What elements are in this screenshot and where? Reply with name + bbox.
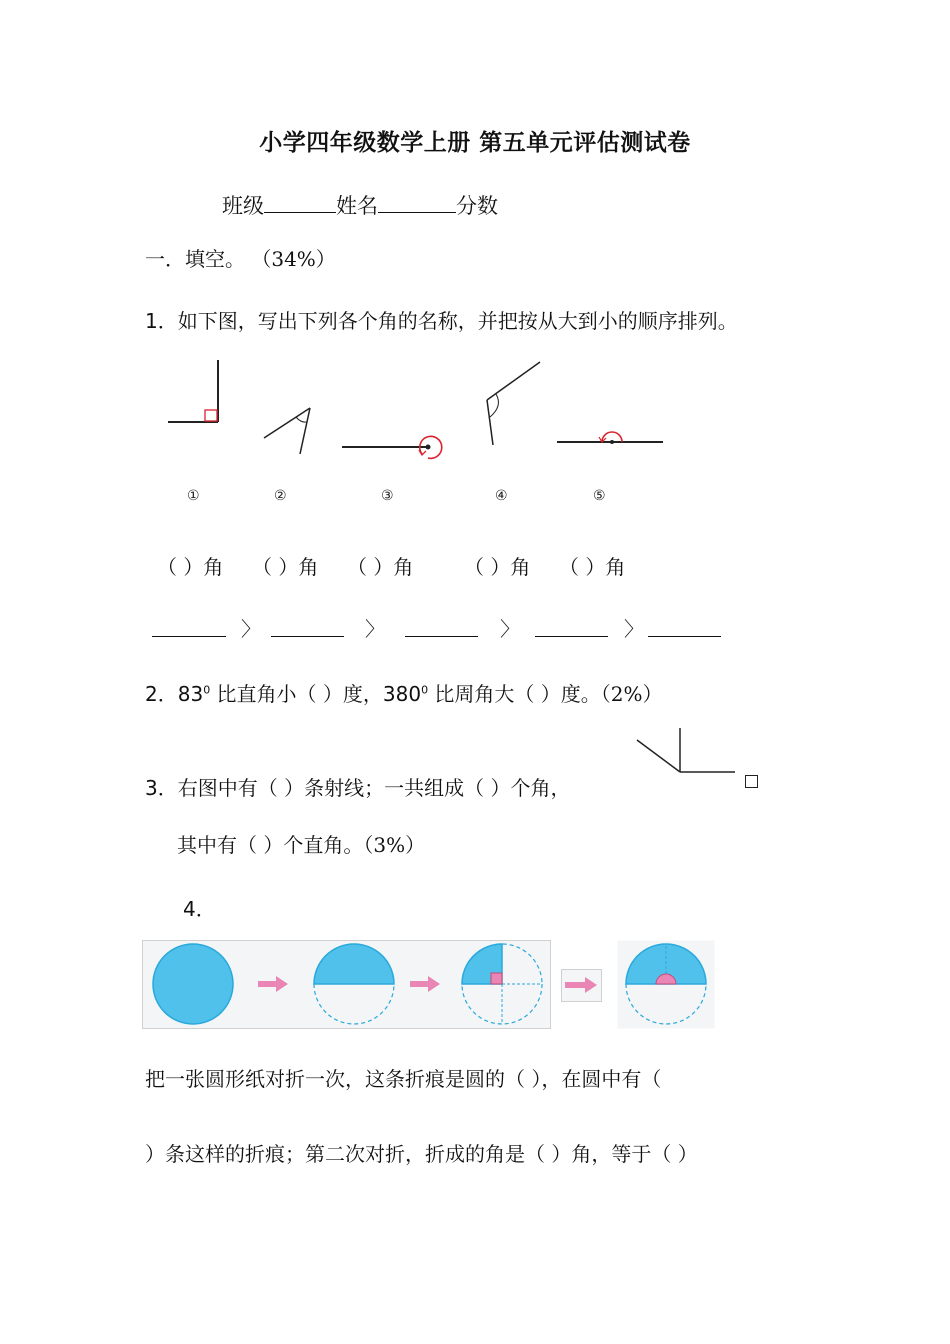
section-heading — [145, 243, 336, 272]
question-3-line-2 — [177, 829, 425, 858]
class-blank — [264, 192, 336, 213]
order-symbol: 〉 — [241, 617, 261, 641]
name-label: 姓名 — [336, 194, 378, 218]
order-symbol: 〉 — [624, 617, 644, 641]
angle-answer-3: （ ）角 — [347, 555, 414, 579]
angle-figure-3 — [342, 436, 442, 458]
q2-degree-sup: 0 — [421, 683, 429, 697]
angle-answer-1: （ ）角 — [157, 555, 224, 579]
order-blank-1 — [152, 636, 226, 637]
class-label: 班级 — [222, 194, 264, 218]
circle-folding-figure — [142, 940, 742, 1032]
angle-answer-2: （ ）角 — [252, 555, 319, 579]
q2-middle: 比直角小（ ）度，380 — [210, 682, 422, 706]
q3-line2-text: 其中有（ ）个直角。 — [177, 833, 364, 857]
q2-percent: （2%） — [600, 682, 663, 706]
student-info-line — [222, 190, 498, 220]
order-blank-4 — [535, 636, 608, 637]
angle-figure-2 — [264, 408, 310, 454]
angle-figure-4 — [487, 362, 540, 445]
order-blank-3 — [405, 636, 478, 637]
angle-answer-4: （ ）角 — [464, 555, 531, 579]
angle-number-1: ① — [187, 488, 200, 504]
question-4-line-2: ）条这样的折痕；第二次对折，折成的角是（ ）角，等于（ ） — [145, 1142, 698, 1166]
section-percent: （34%） — [251, 247, 336, 271]
angle-number-5: ⑤ — [593, 488, 606, 504]
question-1-text: 1．如下图，写出下列各个角的名称，并把按从大到小的顺序排列。 — [145, 309, 738, 333]
angle-answer-5: （ ）角 — [559, 555, 626, 579]
question-3-line-1: 3．右图中有（ ）条射线；一共组成（ ）个角， — [145, 776, 571, 800]
angle-number-4: ④ — [495, 488, 508, 504]
angle-figure-1 — [168, 360, 218, 422]
q2-suffix: 比周角大（ ）度。 — [428, 682, 601, 706]
order-symbol: 〉 — [365, 617, 385, 641]
angle-figure-5 — [557, 432, 663, 444]
question-2-text — [145, 678, 663, 707]
name-blank — [378, 192, 456, 213]
full-circle — [153, 944, 233, 1024]
section-title: 一．填空。 — [145, 247, 245, 271]
order-symbol: 〉 — [500, 617, 520, 641]
question-4-line-1: 把一张圆形纸对折一次，这条折痕是圆的（ ），在圆中有（ — [145, 1067, 662, 1091]
page-title: 小学四年级数学上册 第五单元评估测试卷 — [259, 130, 691, 156]
q2-degree-sup: 0 — [203, 683, 211, 697]
quarter-circle — [462, 944, 542, 1024]
q3-percent: （3%） — [363, 833, 426, 857]
score-label: 分数 — [456, 194, 498, 218]
angle-figures — [0, 350, 950, 470]
q2-prefix: 2．83 — [145, 682, 204, 706]
angle-number-2: ② — [274, 488, 287, 504]
answer-box — [745, 773, 758, 792]
angle-number-3: ③ — [381, 488, 394, 504]
order-blank-5 — [648, 636, 721, 637]
order-blank-2 — [271, 636, 344, 637]
question-4-label: 4． — [183, 897, 216, 921]
